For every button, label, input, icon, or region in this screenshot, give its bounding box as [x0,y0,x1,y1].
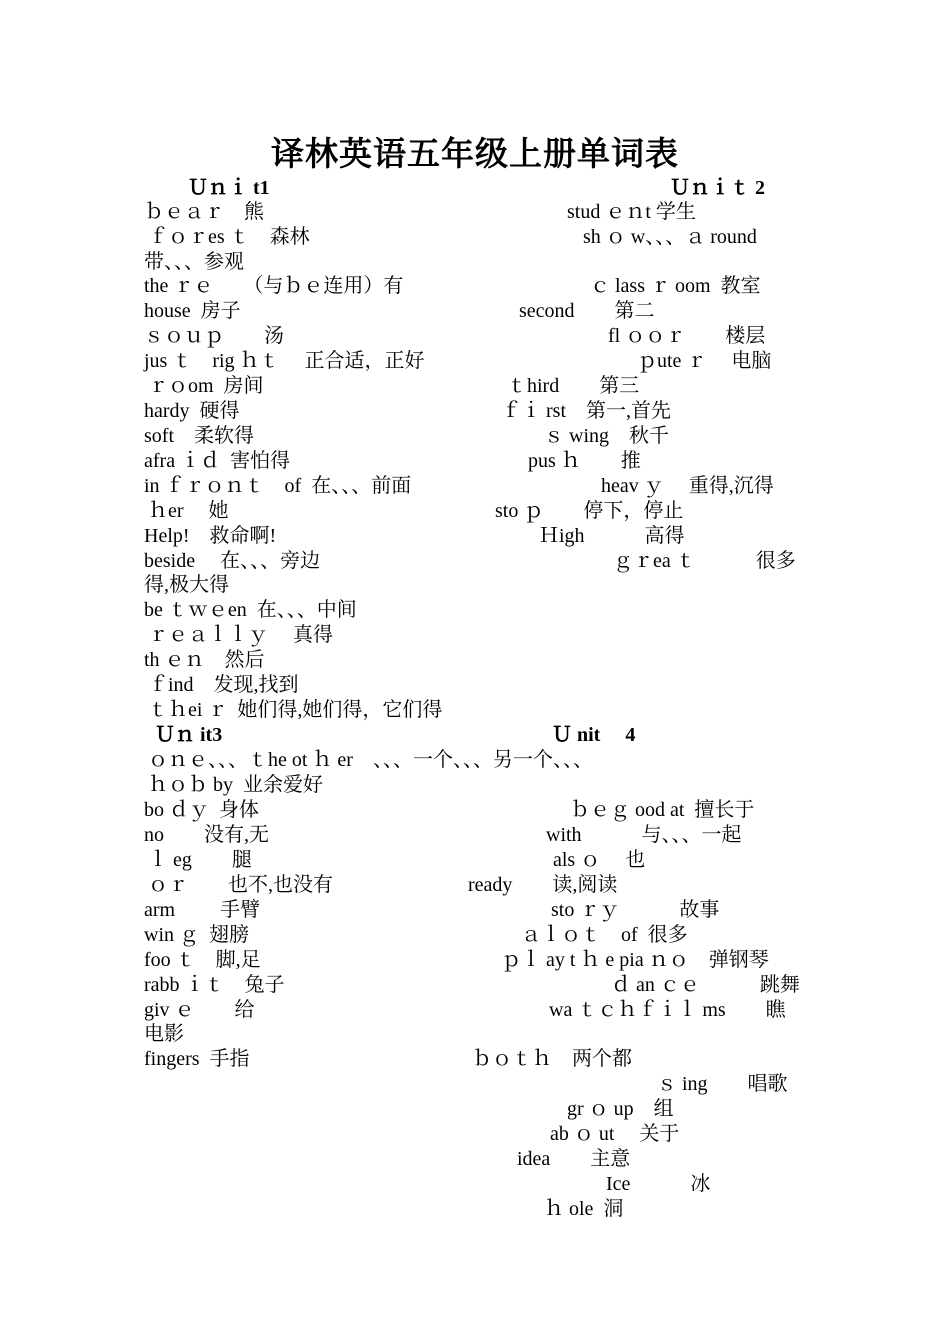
vocab-entry: ｈer 她 [148,500,229,522]
vocab-entry: stud ｅｎt 学生 [567,201,696,223]
vocab-entry: afra ｉｄ 害怕得 [144,450,291,472]
unit-heading: Ｕ nit 4 [552,724,636,746]
vocab-entry: heav ｙ 重得,沉得 [601,475,774,497]
vocab-entry: ｐｌ ay t ｈ e pia ｎｏ 弹钢琴 [501,949,769,971]
vocab-entry: ｔhird 第三 [507,375,640,397]
vocab-entry: hardy 硬得 [144,400,240,422]
unit-heading: Ｕｎｉｔ 2 [670,177,765,199]
vocab-entry: ｆｉ rst 第一,首先 [501,400,671,422]
vocab-entry: ｒｅａｌｌｙ 真得 [148,624,333,646]
vocab-entry: be ｔｗｅen 在、、、中间 [144,599,357,621]
vocab-entry: rabb ｉｔ 兔子 [144,974,285,996]
vocab-entry: sto ｐ 停下，停止 [495,500,684,522]
vocab-entry: ｏｒ 也不,也没有 [148,874,333,896]
vocab-entry: win ｇ 翅膀 [144,924,249,946]
vocab-entry: ｒｏom 房间 [148,375,264,397]
page-title: 译林英语五年级上册单词表 [271,137,679,173]
vocab-entry: foo ｔ 脚,足 [144,949,261,971]
vocab-entry: the ｒｅ （与ｂｅ连用）有 [144,275,404,297]
vocab-entry: wa ｔｃｈｆｉｌ ms 瞧 [549,999,786,1021]
vocab-entry: ｓ wing 秋千 [544,425,669,447]
vocab-entry: ｇｒea ｔ 很多 [613,550,796,572]
vocab-entry: arm 手臂 [144,899,261,921]
vocab-entry: Ice 冰 [606,1173,711,1195]
vocab-entry: ｏｎｅ、、、ｔhe ot ｈ er 、、、一个、、、另一个、、、 [148,749,593,771]
vocab-entry: ｂｅａｒ 熊 [144,201,264,223]
vocab-entry: with 与、、、一起 [546,824,742,846]
vocab-entry: Ｈigh 高得 [539,525,685,547]
vocab-entry: ｈ ole 洞 [544,1198,624,1220]
vocab-entry: ｓ ing 唱歌 [657,1073,788,1095]
vocab-entry: sto ｒｙ 故事 [551,899,720,921]
vocab-entry: gr ｏ up 组 [567,1098,674,1120]
vocab-entry: ｆind 发现,找到 [148,674,299,696]
vocab-entry: pus ｈ 推 [528,450,641,472]
vocab-entry: ｆｏｒes ｔ 森林 [148,226,310,248]
vocab-entry: 电影 [144,1023,184,1045]
vocab-entry: idea 主意 [517,1148,631,1170]
vocab-entry: ｄ an ｃｅ 跳舞 [611,974,800,996]
vocab-entry: th ｅｎ 然后 [144,649,265,671]
vocab-entry: fingers 手指 [144,1048,250,1070]
unit-heading: Ｕｎ it3 [155,724,223,746]
vocab-entry: bo ｄｙ 身体 [144,799,259,821]
vocab-entry: second 第二 [519,300,655,322]
vocab-entry: no 没有,无 [144,824,269,846]
vocab-entry: ｔｈei ｒ 她们得,她们得，它们得 [148,699,443,721]
vocab-entry: 带、、、参观 [144,251,244,273]
vocab-entry: house 房子 [144,300,241,322]
vocab-entry: ready 读,阅读 [468,874,618,896]
vocab-entry: ｂｅｇ ood at 擅长于 [570,799,755,821]
vocab-entry: in ｆｒｏｎｔ of 在、、、前面 [144,475,412,497]
vocab-entry: ａｌｏｔ of 很多 [521,924,688,946]
vocab-entry: 得,极大得 [144,574,229,596]
vocab-entry: ｃ lass ｒ oom 教室 [590,275,761,297]
vocab-entry: als ｏ 也 [553,849,646,871]
vocab-entry: giv ｅ 给 [144,999,255,1021]
vocab-entry: ｂｏｔｈ 两个都 [472,1048,632,1070]
vocab-entry: beside 在、、、旁边 [144,550,321,572]
vocab-entry: ｌ eg 腿 [148,849,252,871]
vocab-entry: ｓｏｕｐ 汤 [144,325,284,347]
vocab-entry: sh ｏ w、、、ａ round [583,226,757,248]
vocab-entry: jus ｔ rig ｈｔ 正合适，正好 [144,350,425,372]
vocab-entry: ｈｏｂ by 业余爱好 [148,774,323,796]
vocab-entry: soft 柔软得 [144,425,254,447]
vocab-entry: ｐute ｒ 电脑 [637,350,772,372]
unit-heading: Ｕｎｉ t1 [188,177,270,199]
vocab-entry: ab ｏ ut 关于 [550,1123,680,1145]
vocab-entry: Help! 救命啊! [144,525,277,547]
vocab-entry: fl ｏｏｒ 楼层 [608,325,766,347]
